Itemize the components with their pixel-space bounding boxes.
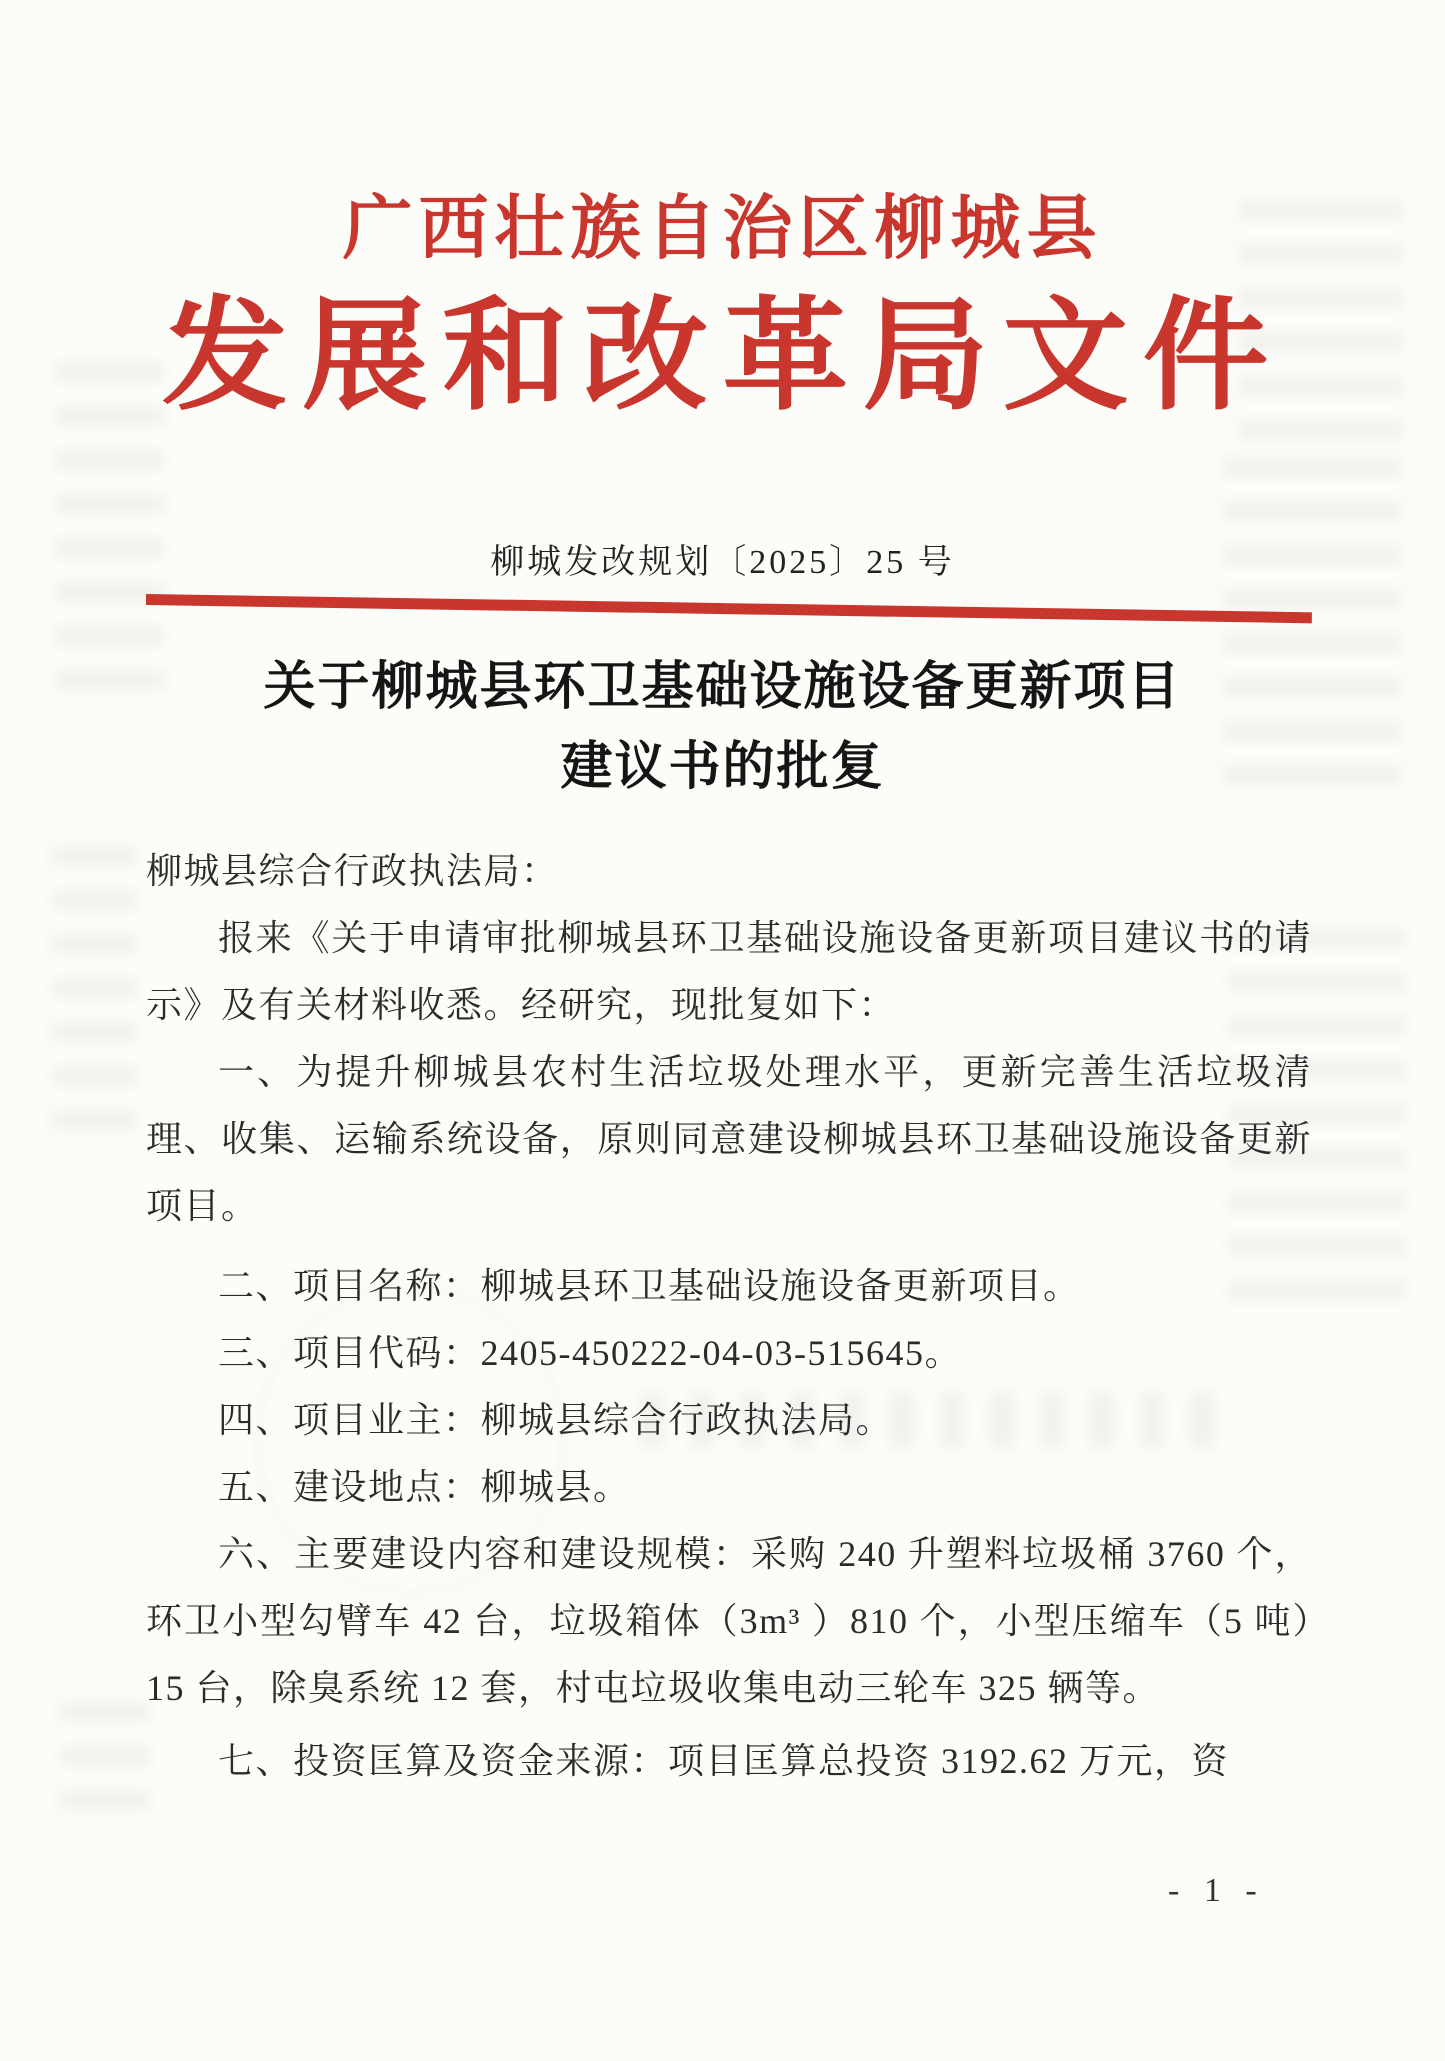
- letterhead-region-line: 广西壮族自治区柳城县: [342, 191, 1103, 268]
- document-title: [0, 648, 1445, 808]
- scan-bleed-artifact: [60, 1690, 150, 1810]
- letterhead-agency-line: 发展和改革局文件: [162, 290, 1283, 425]
- body-paragraph: 七、投资匡算及资金来源：项目匡算总投资 3192.62 万元，资: [218, 1741, 1230, 1781]
- body-paragraph: 报来《关于申请审批柳城县环卫基础设施设备更新项目建议书的请示》及有关材料收悉。经研究，现批复如下：: [146, 918, 1312, 1025]
- addressee-line: 柳城县综合行政执法局：: [146, 851, 559, 891]
- document-body: [146, 838, 1312, 1795]
- document-reference-number: 柳城发改规划〔2025〕25 号: [490, 544, 955, 581]
- document-title-line2: 建议书的批复: [560, 739, 885, 796]
- body-paragraph: 三、项目代码：2405-450222-04-03-515645。: [218, 1333, 962, 1373]
- body-paragraph: 五、建设地点：柳城县。: [218, 1467, 631, 1507]
- body-paragraph: 四、项目业主：柳城县综合行政执法局。: [218, 1400, 894, 1440]
- page-number: - 1 -: [1168, 1872, 1265, 1909]
- scan-bleed-artifact: [52, 830, 137, 1130]
- body-paragraph: 六、主要建设内容和建设规模：采购 240 升塑料垃圾桶 3760 个，环卫小型勾臂车 42 台，垃圾箱体（3m³ ）810 个，小型压缩车（5 吨）15 台，除臭系统 12 套，村屯垃圾收集电动三轮车 325 辆等。: [146, 1534, 1312, 1708]
- body-paragraph: 一、为提升柳城县农村生活垃圾处理水平，更新完善生活垃圾清理、收集、运输系统设备，原则同意建设柳城县环卫基础设施设备更新项目。: [146, 1052, 1312, 1226]
- red-divider-rule: [146, 594, 1312, 623]
- body-paragraph: 二、项目名称：柳城县环卫基础设施设备更新项目。: [218, 1266, 1081, 1306]
- document-title-line1: 关于柳城县环卫基础设施设备更新项目: [263, 659, 1182, 716]
